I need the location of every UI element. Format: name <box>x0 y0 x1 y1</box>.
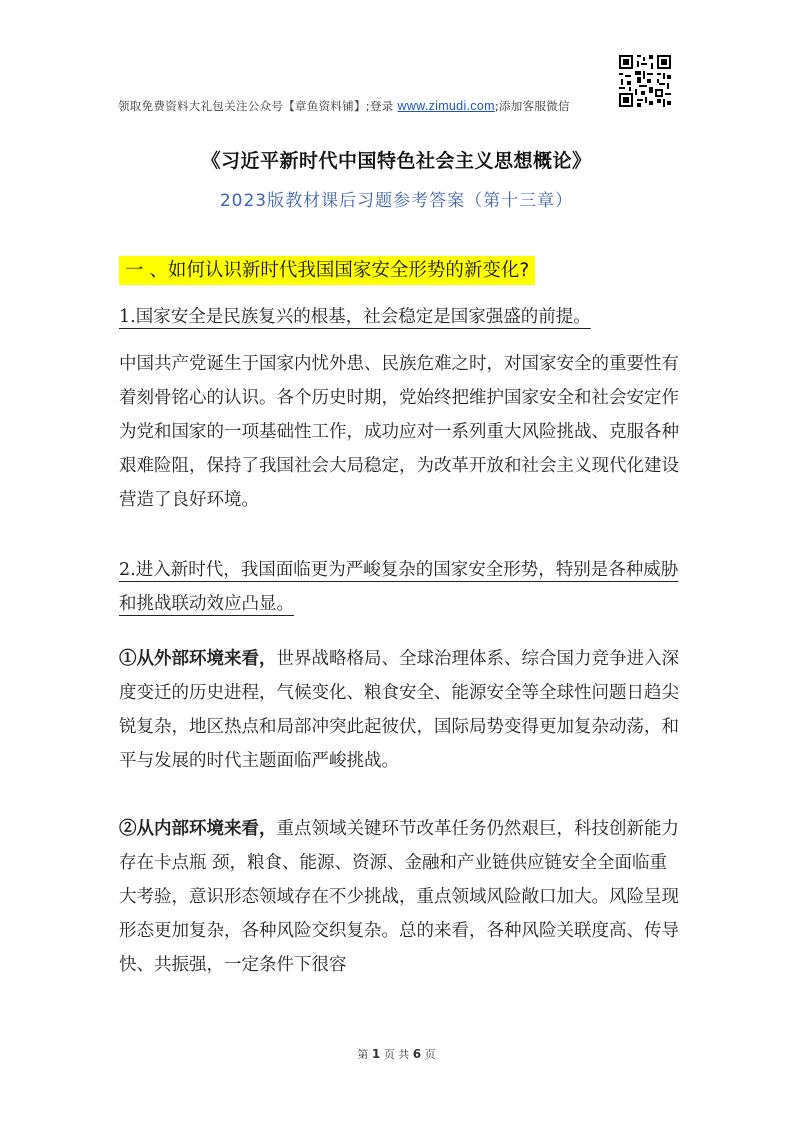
external-body: 世界战略格局、全球治理体系、综合国力竞争进入深度变迁的历史进程，气候变化、粮食安全、能源安全等全球性问题日趋尖锐复杂，地区热点和局部冲突此起彼伏，国际局势变得更加复杂动荡，和平与发展的时代主题面临严峻挑战。 <box>119 649 679 771</box>
point1-heading: 1.国家安全是民族复兴的根基，社会稳定是国家强盛的前提。 <box>119 307 591 327</box>
internal-label: ②从内部环境来看， <box>119 819 277 839</box>
promo-tail: ;添加客服微信 <box>494 99 570 113</box>
promo-text: 领取免费资料大礼包关注公众号【章鱼资料铺】;登录 <box>118 99 398 113</box>
footer-middle: 页 共 <box>380 1048 413 1061</box>
footer-prefix: 第 <box>357 1048 372 1061</box>
page-total: 6 <box>412 1047 422 1061</box>
external-label: ①从外部环境来看， <box>119 649 277 669</box>
document-title: 《习近平新时代中国特色社会主义思想概论》 <box>201 150 592 172</box>
internal-paragraph <box>119 812 681 982</box>
external-paragraph <box>119 642 681 778</box>
promo-header <box>118 98 678 118</box>
qr-code-icon <box>619 55 671 107</box>
site-link[interactable]: www.zimudi.com <box>397 99 495 113</box>
section-heading: 一 、如何认识新时代我国国家安全形势的新变化? <box>119 256 535 285</box>
document-subtitle: 2023版教材课后习题参考答案（第十三章） <box>219 191 574 211</box>
footer-suffix: 页 <box>421 1048 436 1061</box>
internal-body: 重点领域关键环节改革任务仍然艰巨，科技创新能力存在卡点瓶 颈，粮食、能源、资源、金融和产业链供应链安全全面临重大考验，意识形态领域存在不少挑战，重点领域风险敞口加大。风险呈现形态更加复杂，各种风险交织复杂。总的来看，各种风险关联度高、传导快、共振强，一定条件下很容 <box>119 819 679 975</box>
page-footer <box>0 1046 793 1062</box>
point1-body: 中国共产党诞生于国家内忧外患、民族危难之时，对国家安全的重要性有着刻骨铭心的认识。各个历史时期，党始终把维护国家安全和社会安定作为党和国家的一项基础性工作，成功应对一系列重大风险挑战、克服各种艰难险阻，保持了我国社会大局稳定，为改革开放和社会主义现代化建设营造了良好环境。 <box>119 354 679 510</box>
page-number: 1 <box>371 1047 381 1061</box>
point2-heading: 2.进入新时代，我国面临更为严峻复杂的国家安全形势，特别是各种威胁和挑战联动效应凸显。 <box>119 560 679 614</box>
